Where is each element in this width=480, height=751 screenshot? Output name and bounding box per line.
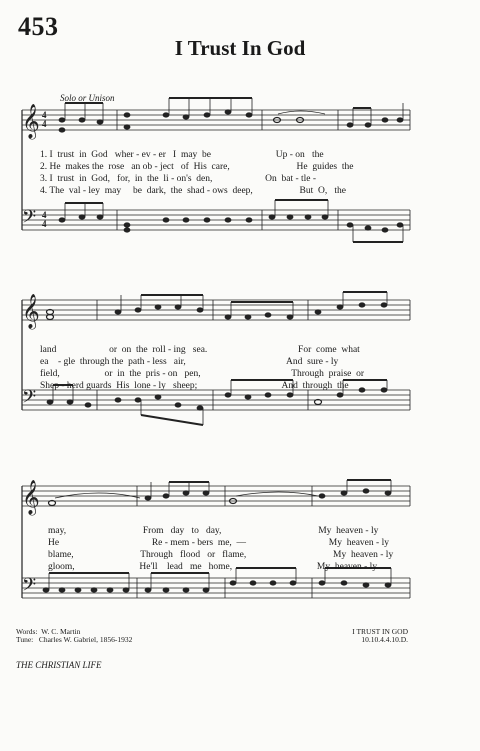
svg-text:𝄞: 𝄞 [22,105,40,138]
section-label: THE CHRISTIAN LIFE [16,660,102,670]
svg-text:𝄞: 𝄞 [22,481,40,514]
tune-name: I TRUST IN GOD [352,627,408,636]
lyric-verse-4-line: Shep - herd guards His lone - ly sheep; And through the [40,381,349,391]
svg-text:𝄢: 𝄢 [22,386,37,411]
svg-text:𝄞: 𝄞 [22,295,40,328]
svg-text:4: 4 [42,210,47,220]
svg-text:𝄢: 𝄢 [22,206,37,231]
hymn-title: I Trust In God [174,36,306,60]
lyric-verse-4-line: gloom, He'll lead me home, My heaven - ly [48,562,378,572]
lyric-verse-3-line: blame, Through flood or flame, My heaven - ly [48,550,394,560]
svg-text:𝄢: 𝄢 [22,574,37,599]
meter: 10.10.4.4.10.D. [361,635,408,644]
lyric-verse-2-line: He Re - mem - bers me, — My heaven - ly [48,538,389,548]
hymn-number: 453 [18,12,59,41]
tune-credit: Tune: Charles W. Gabriel, 1856-1932 [16,635,133,644]
svg-text:4: 4 [42,119,47,129]
lyric-verse-2-line: ea - gle through the path - less air, And sure - ly [40,357,339,367]
lyric-verse-4-line: 4. The val - ley may be dark, the shad - ows deep, But O, the [40,186,347,196]
lyric-verse-1-line: 1. I trust in God wher - ev - er I may be Up - on the [40,150,324,160]
words-credit: Words: W. C. Martin [16,627,81,636]
svg-text:4: 4 [42,219,47,229]
lyric-verse-3-line: 3. I trust in God, for, in the li - on's den, On bat - tle - [40,174,317,184]
lyric-verse-3-line: field, or in the pris - on pen, Through praise or [40,369,365,379]
lyric-verse-2-line: 2. He makes the rose an ob - ject of His care, He guides the [40,162,354,172]
lyric-verse-1-line: may, From day to day, My heaven - ly [48,526,379,536]
svg-text:4: 4 [42,110,47,120]
performance-note: Solo or Unison [60,93,115,103]
lyric-verse-1-line: land or on the roll - ing sea. For come what [40,345,360,355]
